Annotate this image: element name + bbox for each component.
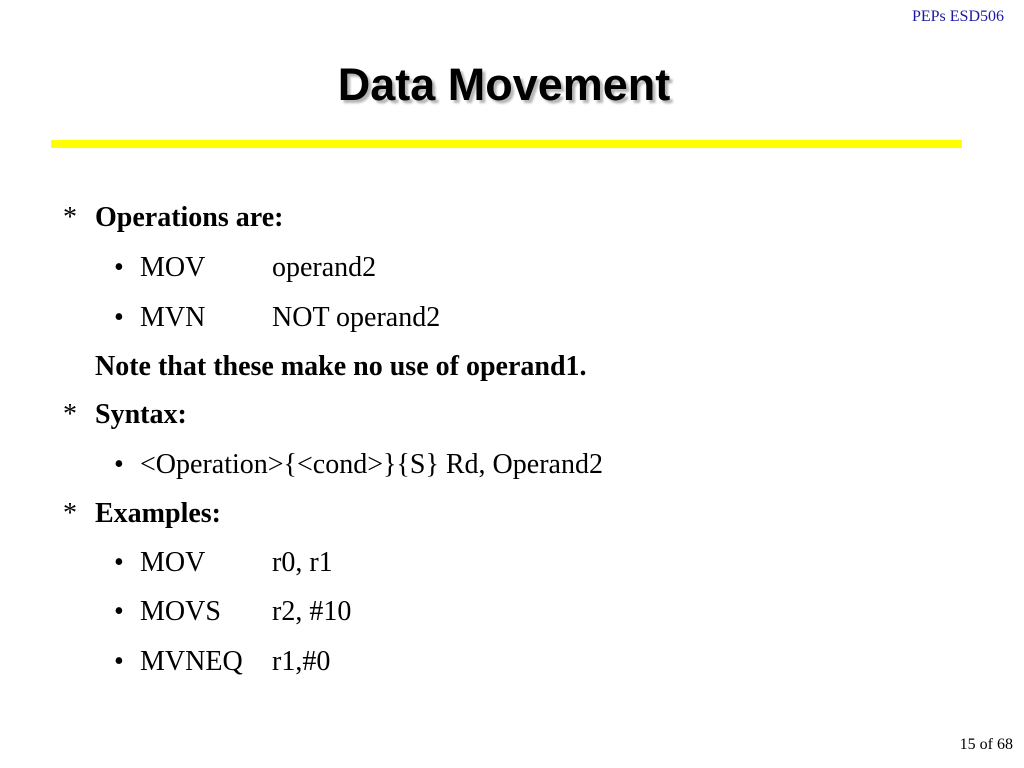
section-marker: *	[63, 202, 77, 233]
instruction-mnemonic: MOV	[140, 252, 206, 283]
section-heading: Syntax:	[95, 399, 187, 430]
bullet: •	[114, 449, 124, 480]
section-marker: *	[63, 498, 77, 529]
note-text: Note that these make no use of operand1.	[95, 351, 587, 382]
bullet: •	[114, 252, 124, 283]
instruction-mnemonic: MOV	[140, 547, 206, 578]
instruction-operand: r0, r1	[272, 547, 333, 578]
course-tag: PEPs ESD506	[911, 8, 1004, 25]
section-marker: *	[63, 399, 77, 430]
instruction-operand: r2, #10	[272, 596, 352, 627]
bullet: •	[114, 547, 124, 578]
bullet: •	[114, 646, 124, 677]
section-heading: Examples:	[95, 498, 221, 529]
instruction-operand: r1,#0	[272, 646, 331, 677]
bullet: •	[114, 596, 124, 627]
instruction-mnemonic: MVN	[140, 302, 206, 333]
instruction-operand: operand2	[272, 252, 377, 283]
page-number: 15 of 68	[959, 736, 1013, 753]
section-heading: Operations are:	[95, 202, 284, 233]
instruction-mnemonic: MOVS	[140, 596, 221, 627]
instruction-mnemonic: MVNEQ	[140, 646, 243, 677]
bullet: •	[114, 302, 124, 333]
instruction-operand: NOT operand2	[272, 302, 441, 333]
syntax-text: <Operation>{<cond>}{S} Rd, Operand2	[140, 449, 603, 480]
slide-title: Data Movement	[337, 59, 671, 110]
